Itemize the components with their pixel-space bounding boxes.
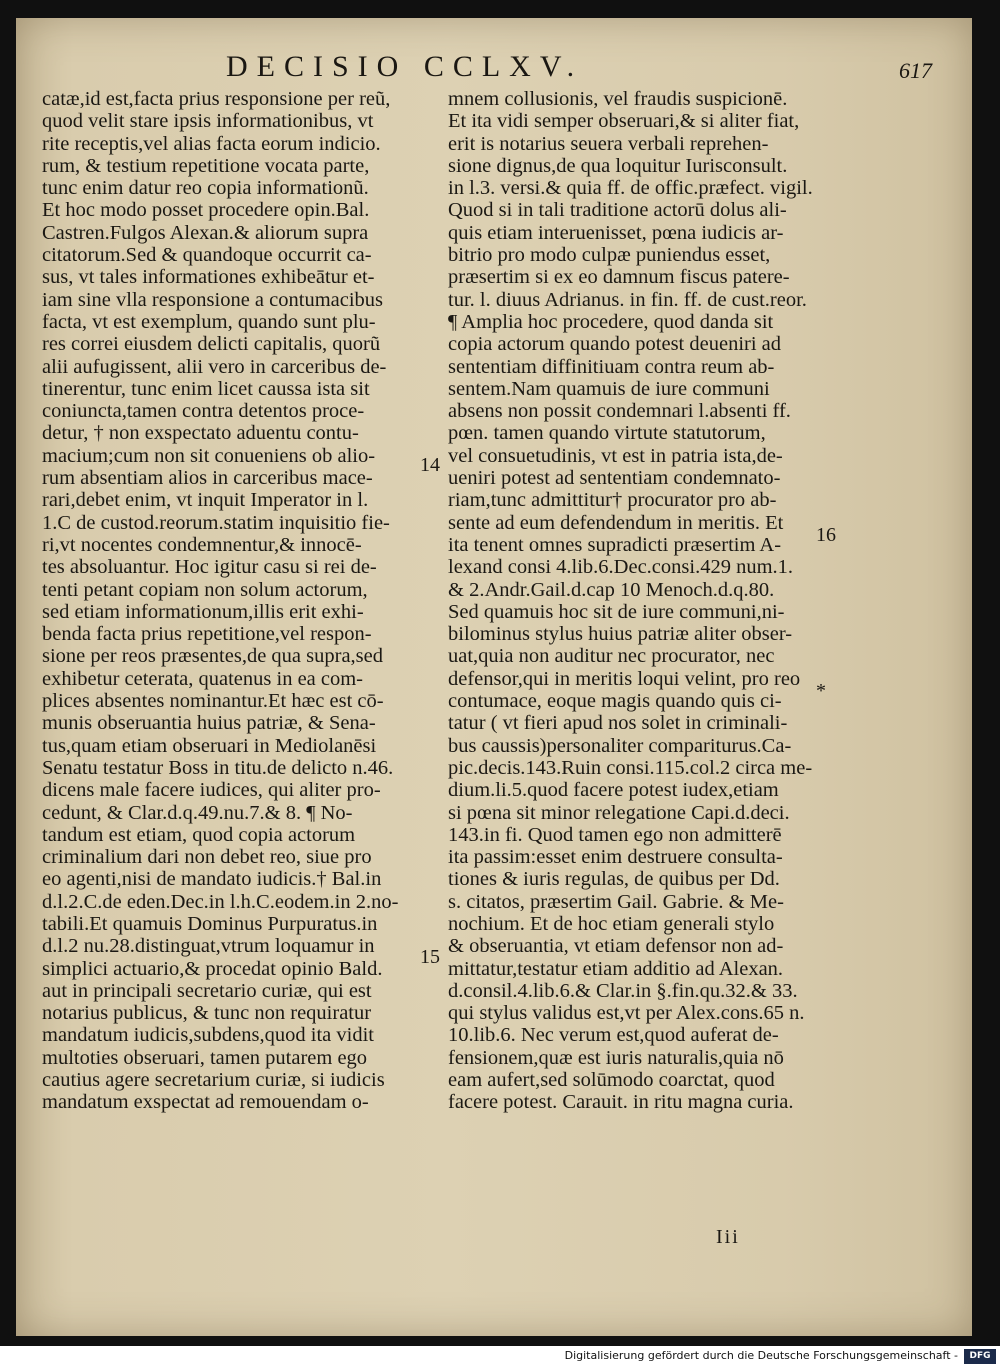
- text-line: sententiam diffinitiuam contra reum ab-: [448, 355, 775, 378]
- text-line: rite receptis,vel alias facta eorum indicio.: [42, 132, 381, 155]
- text-line: sed etiam informationum,illis erit exhi-: [42, 600, 364, 623]
- text-line: d.l.2 nu.28.distinguat,vtrum loquamur in: [42, 935, 375, 958]
- folio-number: 617: [899, 58, 932, 83]
- text-line: in l.3. versi.& quia ff. de offic.præfect. vigil.: [448, 177, 813, 200]
- text-line: 1.C de custod.reorum.statim inquisitio fie-: [42, 511, 390, 534]
- text-line: tiones & iuris regulas, de quibus per Dd.: [448, 868, 780, 891]
- text-line: multoties obseruari, tamen putarem ego: [42, 1046, 368, 1069]
- text-line: sione dignus,de qua loquitur Iurisconsult.: [448, 154, 788, 177]
- text-line: dium.li.5.quod facere potest iudex,etiam: [448, 779, 779, 802]
- text-line: ¶ Amplia hoc procedere, quod danda sit: [448, 310, 774, 333]
- text-line: tatur ( vt fieri apud nos solet in criminali-: [448, 712, 788, 735]
- text-line: eam aufert,sed solūmodo coarctat, quod: [448, 1069, 775, 1092]
- text-line: uat,quia non auditur nec procurator, nec: [448, 645, 775, 668]
- text-line: tinerentur, tunc enim licet caussa ista sit: [42, 377, 370, 400]
- margin-note-14: 14: [420, 454, 440, 476]
- text-line: vel consuetudinis, vt est in patria ista,de-: [448, 444, 783, 467]
- text-line: copia actorum quando potest deueniri ad: [448, 333, 782, 356]
- text-line: erit is notarius seuera verbali reprehen-: [448, 132, 769, 155]
- text-line: tabili.Et quamuis Dominus Purpuratus.in: [42, 912, 378, 935]
- text-line: pic.decis.143.Ruin consi.115.col.2 circa me-: [448, 756, 813, 779]
- text-line: rum, & testium repetitione vocata parte,: [42, 154, 370, 177]
- footer-bar: [0, 1346, 1000, 1368]
- right-text-column: [448, 88, 844, 1114]
- text-line: defensor,qui in meritis loqui velint, pro reo: [448, 667, 801, 690]
- text-line: criminalium dari non debet reo, siue pro: [42, 846, 372, 869]
- text-line: Quod si in tali traditione actorū dolus ali-: [448, 199, 787, 222]
- text-line: Senatu testatur Boss in titu.de delicto n.46.: [42, 756, 394, 779]
- margin-note-16: 16: [816, 524, 836, 546]
- dfg-logo: DFG: [964, 1349, 996, 1364]
- text-line: Et ita vidi semper obseruari,& si aliter fiat,: [448, 110, 800, 133]
- text-line: sione per reos præsentes,de qua supra,sed: [42, 645, 384, 668]
- text-line: d.l.2.C.de eden.Dec.in l.h.C.eodem.in 2.no-: [42, 890, 399, 913]
- text-line: lexand consi 4.lib.6.Dec.consi.429 num.1.: [448, 556, 794, 579]
- text-line: exhibetur ceterata, quatenus in ea com-: [42, 667, 364, 690]
- text-line: rari,debet enim, vt inquit Imperator in l.: [42, 489, 369, 512]
- text-line: 10.lib.6. Nec verum est,quod auferat de-: [448, 1024, 779, 1047]
- text-line: sus, vt tales informationes exhibeātur et-: [42, 266, 375, 289]
- text-line: citatorum.Sed & quandoque occurrit ca-: [42, 244, 372, 267]
- text-line: riam,tunc admittitur† procurator pro ab-: [448, 489, 777, 512]
- text-line: aut in principali secretario curiæ, qui est: [42, 979, 372, 1002]
- text-line: eo agenti,nisi de mandato iudicis.† Bal.in: [42, 868, 382, 891]
- margin-asterisk: *: [816, 680, 826, 702]
- text-line: detur, † non exspectato aduentu contu-: [42, 422, 359, 445]
- text-line: præsertim si ex eo damnum fiscus patere-: [448, 266, 790, 289]
- text-line: mittatur,testatur etiam additio ad Alexan.: [448, 957, 784, 980]
- text-line: alii aufugissent, alii vero in carceribus de-: [42, 355, 387, 378]
- text-line: Et hoc modo posset procedere opin.Bal.: [42, 199, 370, 222]
- text-line: tur. l. diuus Adrianus. in fin. ff. de cust.reor.: [448, 288, 807, 311]
- text-line: nochium. Et de hoc etiam generali stylo: [448, 912, 775, 935]
- text-line: qui stylus validus est,vt per Alex.cons.65 n.: [448, 1002, 805, 1025]
- text-line: bilominus stylus huius patriæ aliter obser-: [448, 623, 793, 646]
- text-line: si pœna sit minor relegatione Capi.d.deci.: [448, 801, 790, 824]
- text-line: absens non possit condemnari l.absenti ff.: [448, 400, 791, 423]
- text-line: ita passim:esset enim destruere consulta-: [448, 846, 783, 869]
- text-line: Castren.Fulgos Alexan.& aliorum supra: [42, 221, 369, 244]
- left-text-column: [42, 88, 436, 1114]
- text-line: d.consil.4.lib.6.& Clar.in §.fin.qu.32.& 33.: [448, 979, 798, 1002]
- text-line: tenti petant copiam non solum actorum,: [42, 578, 368, 601]
- text-line: contumace, eoque magis quando quis ci-: [448, 690, 782, 713]
- text-line: res correi eiusdem delicti capitalis, quorũ: [42, 333, 381, 356]
- text-line: tunc enim datur reo copia informationũ.: [42, 177, 369, 200]
- text-line: fensionem,quæ est iuris naturalis,quia nō: [448, 1046, 784, 1069]
- text-line: mnem collusionis, vel fraudis suspicionē.: [448, 88, 788, 110]
- text-line: catæ,id est,facta prius responsione per reũ,: [42, 88, 391, 110]
- text-line: 143.in fi. Quod tamen ego non admitterē: [448, 823, 782, 846]
- margin-note-15: 15: [420, 946, 440, 968]
- text-line: facta, vt est exemplum, quando sunt plu-: [42, 310, 376, 333]
- text-line: cautius agere secretarium curiæ, si iudicis: [42, 1069, 385, 1092]
- running-title: DECISIO CCLXV.: [226, 50, 584, 83]
- text-line: quis etiam interuenisset, pœna iudicis ar-: [448, 221, 784, 244]
- text-line: macium;cum non sit conueniens ob alio-: [42, 444, 376, 467]
- text-line: mandatum exspectat ad remouendam o-: [42, 1091, 369, 1114]
- text-line: coniuncta,tamen contra detentos proce-: [42, 400, 365, 423]
- text-line: sentem.Nam quamuis de iure communi: [448, 377, 770, 400]
- text-line: ueniri potest ad sententiam condemnato-: [448, 467, 781, 490]
- text-line: notarius publicus, & tunc non requiratur: [42, 1002, 372, 1025]
- text-line: plices absentes nominantur.Et hæc est cō-: [42, 690, 384, 713]
- text-line: facere potest. Carauit. in ritu magna curia.: [448, 1091, 794, 1114]
- footer-credit-text: Digitalisierung gefördert durch die Deutsche Forschungsgemeinschaft -: [564, 1349, 958, 1362]
- text-line: tes absoluantur. Hoc igitur casu si rei de-: [42, 556, 377, 579]
- text-line: tus,quam etiam obseruari in Mediolanēsi: [42, 734, 377, 757]
- text-line: munis obseruantia huius patriæ, & Sena-: [42, 712, 376, 735]
- text-line: rum absentiam alios in carceribus mace-: [42, 467, 373, 490]
- text-line: quod velit stare ipsis informationibus, vt: [42, 110, 374, 133]
- text-line: s. citatos, præsertim Gail. Gabrie. & Me-: [448, 890, 784, 913]
- text-line: ri,vt nocentes condemnentur,& innocē-: [42, 533, 362, 556]
- text-line: & obseruantia, vt etiam defensor non ad-: [448, 935, 784, 958]
- text-line: simplici actuario,& procedat opinio Bald.: [42, 957, 383, 980]
- text-line: mandatum iudicis,subdens,quod ita vidit: [42, 1024, 374, 1047]
- text-line: sente ad eum defendendum in meritis. Et: [448, 511, 784, 534]
- text-line: benda facta prius repetitione,vel respon-: [42, 623, 372, 646]
- text-line: pœn. tamen quando virtute statutorum,: [448, 422, 766, 445]
- text-line: bitrio pro modo culpæ puniendus esset,: [448, 244, 771, 267]
- text-line: Sed quamuis hoc sit de iure communi,ni-: [448, 600, 785, 623]
- book-page: [16, 18, 972, 1336]
- text-line: ita tenent omnes supradicti præsertim A-: [448, 533, 782, 556]
- signature-mark: Iii: [716, 1226, 740, 1248]
- text-line: tandum est etiam, quod copia actorum: [42, 823, 356, 846]
- text-line: & 2.Andr.Gail.d.cap 10 Menoch.d.q.80.: [448, 578, 775, 601]
- text-line: dicens male facere iudices, qui aliter pro-: [42, 779, 381, 802]
- text-line: cedunt, & Clar.d.q.49.nu.7.& 8. ¶ No-: [42, 801, 353, 824]
- text-line: bus caussis)personaliter compariturus.Ca-: [448, 734, 792, 757]
- text-line: iam sine vlla responsione a contumacibus: [42, 288, 384, 311]
